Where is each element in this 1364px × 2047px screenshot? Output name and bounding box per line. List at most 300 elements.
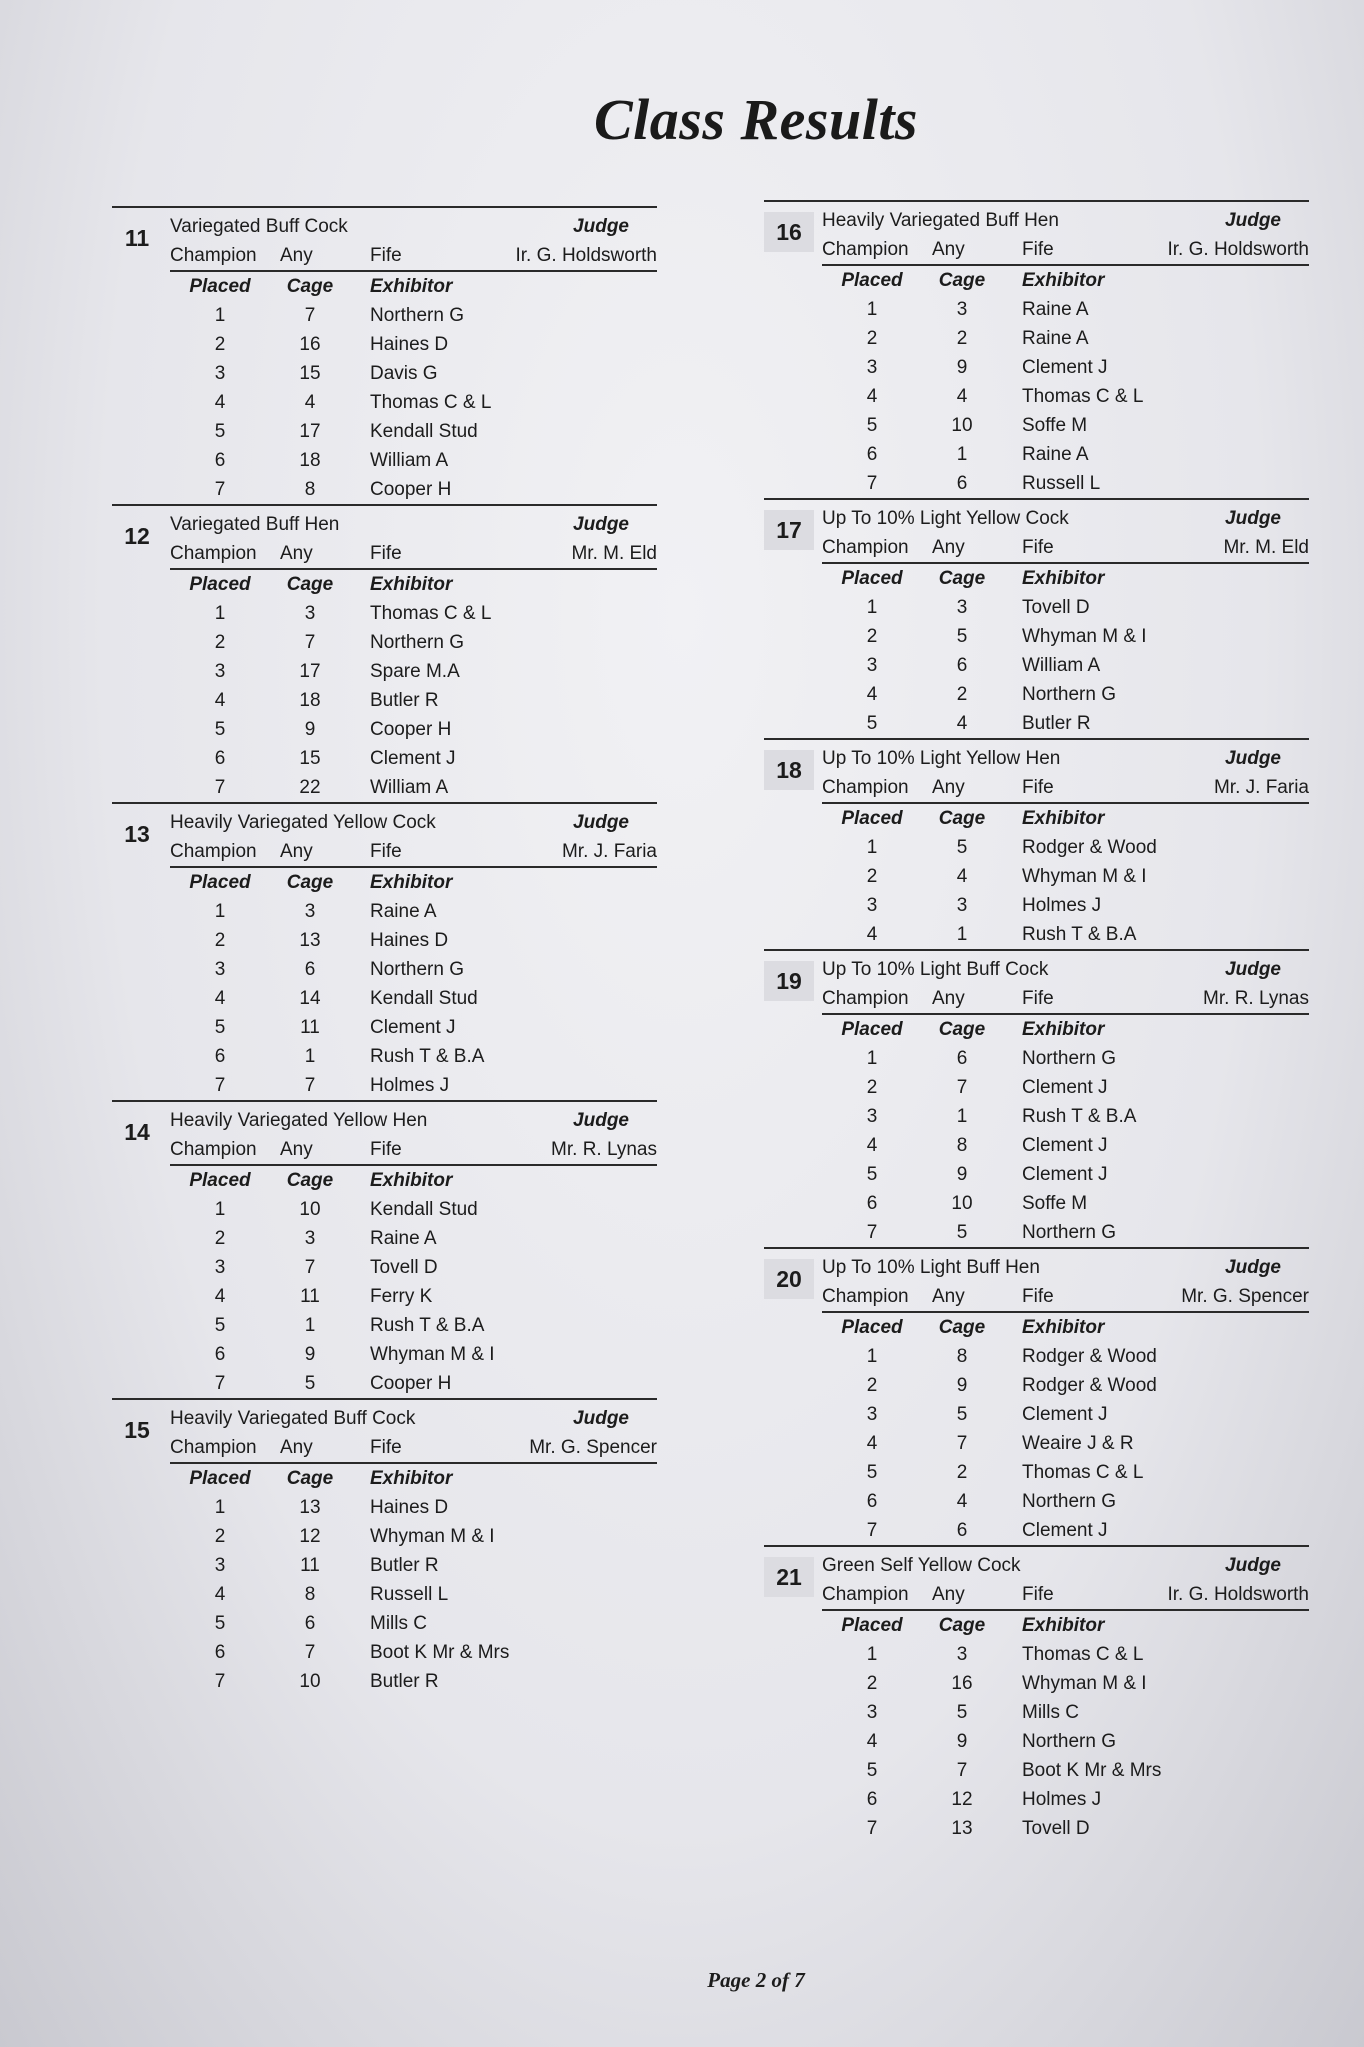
exhibitor-value: Kendall Stud <box>370 1198 478 1220</box>
exhibitor-header: Exhibitor <box>370 1467 453 1489</box>
exhibitor-value: Northern G <box>1022 1047 1116 1069</box>
exhibitor-header: Exhibitor <box>1022 1018 1105 1040</box>
cage-value: 15 <box>299 362 321 384</box>
placed-value: 7 <box>866 472 878 494</box>
placed-value: 3 <box>214 1256 226 1278</box>
exhibitor-value: Russell L <box>370 1583 449 1605</box>
class-name: Up To 10% Light Yellow Hen <box>822 748 1061 769</box>
fife-label: Fife <box>370 841 402 862</box>
exhibitor-value: Boot K Mr & Mrs <box>1022 1759 1162 1781</box>
judge-label: Judge <box>1225 1555 1281 1576</box>
fife-label: Fife <box>1022 777 1054 798</box>
exhibitor-value: Butler R <box>370 1670 439 1692</box>
cage-value: 5 <box>956 625 968 647</box>
result-row <box>764 1371 1309 1400</box>
cage-value: 1 <box>304 1045 316 1067</box>
cage-value: 7 <box>956 1759 968 1781</box>
result-row <box>112 1609 657 1638</box>
placed-value: 6 <box>866 443 878 465</box>
placed-value: 1 <box>866 836 878 858</box>
cage-value: 1 <box>956 923 968 945</box>
exhibitor-value: Raine A <box>370 1227 437 1249</box>
result-row <box>764 1698 1309 1727</box>
exhibitor-value: Clement J <box>1022 356 1108 378</box>
placed-value: 2 <box>214 1525 226 1547</box>
page-footer: Page 2 of 7 <box>707 1968 805 1992</box>
exhibitor-header: Exhibitor <box>370 871 453 893</box>
judge-label: Judge <box>1225 210 1281 231</box>
result-row <box>112 955 657 984</box>
cage-header: Cage <box>286 1467 334 1489</box>
placed-value: 2 <box>214 929 226 951</box>
cage-value: 3 <box>956 894 968 916</box>
class-header <box>764 1249 1309 1283</box>
class-name: Heavily Variegated Yellow Hen <box>170 1110 428 1131</box>
result-row <box>764 680 1309 709</box>
placed-value: 1 <box>214 304 226 326</box>
class-name: Up To 10% Light Yellow Cock <box>822 508 1069 529</box>
exhibitor-value: Thomas C & L <box>1022 385 1144 407</box>
exhibitor-value: Raine A <box>1022 298 1089 320</box>
class-number: 14 <box>124 1118 150 1145</box>
exhibitor-value: Raine A <box>1022 443 1089 465</box>
exhibitor-value: Whyman M & I <box>1022 1672 1147 1694</box>
any-label: Any <box>932 239 965 260</box>
result-row <box>112 1311 657 1340</box>
exhibitor-value: Clement J <box>1022 1519 1108 1541</box>
exhibitor-value: Holmes J <box>1022 894 1102 916</box>
exhibitor-value: Butler R <box>370 689 439 711</box>
any-label: Any <box>280 1139 313 1160</box>
exhibitor-value: Weaire J & R <box>1022 1432 1134 1454</box>
class-name: Up To 10% Light Buff Hen <box>822 1257 1040 1278</box>
exhibitor-value: Clement J <box>370 747 456 769</box>
exhibitor-header: Exhibitor <box>1022 807 1105 829</box>
champion-label: Champion <box>170 245 257 266</box>
cage-value: 6 <box>956 1047 968 1069</box>
exhibitor-value: Rodger & Wood <box>1022 1345 1157 1367</box>
cage-value: 6 <box>956 472 968 494</box>
exhibitor-value: Cooper H <box>370 1372 452 1394</box>
cage-header: Cage <box>938 567 986 589</box>
exhibitor-value: Haines D <box>370 929 449 951</box>
class-number: 17 <box>764 510 814 550</box>
class-header <box>112 506 657 540</box>
result-row <box>112 926 657 955</box>
result-row <box>112 1522 657 1551</box>
result-row <box>764 651 1309 680</box>
cage-value: 2 <box>956 683 968 705</box>
result-row <box>764 891 1309 920</box>
cage-value: 3 <box>304 602 316 624</box>
result-row <box>112 475 657 504</box>
cage-value: 12 <box>299 1525 321 1547</box>
result-row <box>112 1551 657 1580</box>
class-number: 20 <box>764 1259 814 1299</box>
class-number: 15 <box>124 1416 150 1443</box>
placed-value: 4 <box>214 1583 226 1605</box>
cage-value: 3 <box>304 900 316 922</box>
exhibitor-header: Exhibitor <box>370 275 453 297</box>
exhibitor-header: Exhibitor <box>1022 1614 1105 1636</box>
placed-value: 3 <box>214 660 226 682</box>
result-row <box>112 301 657 330</box>
result-row <box>764 709 1309 738</box>
cage-value: 6 <box>304 958 316 980</box>
cage-value: 1 <box>956 1105 968 1127</box>
placed-value: 1 <box>866 1047 878 1069</box>
judge-label: Judge <box>573 812 629 833</box>
exhibitor-value: Clement J <box>1022 1134 1108 1156</box>
cage-value: 4 <box>956 865 968 887</box>
champion-label: Champion <box>822 239 909 260</box>
judge-label: Judge <box>1225 959 1281 980</box>
any-label: Any <box>280 841 313 862</box>
placed-value: 5 <box>866 712 878 734</box>
class-block <box>764 738 1309 949</box>
class-block <box>112 504 657 802</box>
result-row <box>112 417 657 446</box>
class-subheader <box>764 1283 1309 1311</box>
placed-value: 4 <box>866 1134 878 1156</box>
placed-value: 2 <box>866 1076 878 1098</box>
cage-value: 6 <box>956 1519 968 1541</box>
results-header <box>764 1015 1309 1044</box>
class-number: 11 <box>124 224 150 251</box>
class-block <box>112 1100 657 1398</box>
placed-value: 6 <box>866 1490 878 1512</box>
results-header <box>764 1611 1309 1640</box>
placed-value: 2 <box>866 625 878 647</box>
exhibitor-value: Northern G <box>1022 1730 1116 1752</box>
result-row <box>112 628 657 657</box>
exhibitor-value: Russell L <box>1022 472 1101 494</box>
results-header <box>764 1313 1309 1342</box>
result-row <box>764 324 1309 353</box>
results-header <box>112 570 657 599</box>
cage-value: 6 <box>304 1612 316 1634</box>
cage-value: 8 <box>304 1583 316 1605</box>
placed-value: 6 <box>214 1045 226 1067</box>
exhibitor-value: Thomas C & L <box>1022 1643 1144 1665</box>
cage-value: 10 <box>951 1192 973 1214</box>
cage-value: 11 <box>300 1554 320 1576</box>
placed-value: 4 <box>866 923 878 945</box>
champion-label: Champion <box>170 1139 257 1160</box>
fife-label: Fife <box>1022 988 1054 1009</box>
placed-value: 3 <box>866 894 878 916</box>
judge-label: Judge <box>1225 508 1281 529</box>
class-subheader <box>112 1136 657 1164</box>
judge-label: Judge <box>573 514 629 535</box>
result-row <box>112 744 657 773</box>
class-subheader <box>764 1581 1309 1609</box>
exhibitor-value: Rush T & B.A <box>370 1314 485 1336</box>
exhibitor-value: Holmes J <box>370 1074 450 1096</box>
exhibitor-value: Haines D <box>370 1496 449 1518</box>
cage-value: 2 <box>956 327 968 349</box>
cage-value: 16 <box>951 1672 973 1694</box>
exhibitor-value: Northern G <box>1022 683 1116 705</box>
placed-value: 6 <box>214 449 226 471</box>
class-name: Variegated Buff Hen <box>170 514 340 535</box>
champion-label: Champion <box>822 537 909 558</box>
class-number: 18 <box>764 750 814 790</box>
result-row <box>764 1756 1309 1785</box>
cage-value: 17 <box>299 420 321 442</box>
class-header <box>112 804 657 838</box>
cage-value: 9 <box>956 1374 968 1396</box>
fife-label: Fife <box>1022 1286 1054 1307</box>
placed-value: 4 <box>866 1432 878 1454</box>
cage-header: Cage <box>938 1614 986 1636</box>
result-row <box>764 1342 1309 1371</box>
result-row <box>764 1160 1309 1189</box>
exhibitor-value: Northern G <box>1022 1221 1116 1243</box>
fife-label: Fife <box>370 543 402 564</box>
result-row <box>112 897 657 926</box>
cage-value: 13 <box>299 1496 321 1518</box>
exhibitor-value: Kendall Stud <box>370 420 478 442</box>
result-row <box>764 411 1309 440</box>
placed-header: Placed <box>841 807 903 829</box>
result-row <box>112 1013 657 1042</box>
result-row <box>112 1667 657 1696</box>
judge-label: Judge <box>573 1110 629 1131</box>
placed-value: 1 <box>866 1643 878 1665</box>
cage-value: 8 <box>956 1134 968 1156</box>
result-row <box>764 1429 1309 1458</box>
result-row <box>112 359 657 388</box>
judge-label: Judge <box>573 1408 629 1429</box>
placed-value: 2 <box>866 1374 878 1396</box>
cage-header: Cage <box>286 1169 334 1191</box>
result-row <box>764 440 1309 469</box>
placed-value: 3 <box>214 1554 226 1576</box>
cage-value: 10 <box>299 1670 321 1692</box>
placed-value: 1 <box>866 298 878 320</box>
page-title: Class Results <box>594 87 918 152</box>
placed-value: 4 <box>214 987 226 1009</box>
exhibitor-value: Mills C <box>1022 1701 1079 1723</box>
class-header <box>764 740 1309 774</box>
placed-value: 6 <box>214 1343 226 1365</box>
placed-value: 1 <box>866 1345 878 1367</box>
placed-value: 3 <box>214 958 226 980</box>
class-header <box>764 1547 1309 1581</box>
result-row <box>112 773 657 802</box>
cage-value: 14 <box>299 987 321 1009</box>
class-name: Heavily Variegated Yellow Cock <box>170 812 436 833</box>
cage-value: 9 <box>956 1730 968 1752</box>
cage-value: 1 <box>956 443 968 465</box>
any-label: Any <box>280 245 313 266</box>
results-header <box>112 868 657 897</box>
cage-value: 18 <box>299 449 321 471</box>
class-subheader <box>112 242 657 270</box>
class-number: 19 <box>764 961 814 1001</box>
cage-value: 9 <box>304 1343 316 1365</box>
cage-header: Cage <box>938 1018 986 1040</box>
result-row <box>112 1638 657 1667</box>
result-row <box>764 1102 1309 1131</box>
cage-header: Cage <box>286 871 334 893</box>
class-block <box>764 498 1309 738</box>
placed-value: 1 <box>214 1496 226 1518</box>
exhibitor-value: Clement J <box>1022 1163 1108 1185</box>
result-row <box>112 1224 657 1253</box>
cage-value: 16 <box>299 333 321 355</box>
fife-label: Fife <box>1022 537 1054 558</box>
judge-name: Mr. G. Spencer <box>1181 1286 1309 1307</box>
placed-value: 4 <box>866 683 878 705</box>
any-label: Any <box>280 543 313 564</box>
result-row <box>112 984 657 1013</box>
champion-label: Champion <box>822 988 909 1009</box>
cage-header: Cage <box>286 275 334 297</box>
result-row <box>112 1042 657 1071</box>
judge-name: Mr. J. Faria <box>1213 777 1309 798</box>
class-number: 21 <box>764 1557 814 1597</box>
cage-value: 3 <box>956 1643 968 1665</box>
placed-value: 4 <box>866 1730 878 1752</box>
placed-value: 2 <box>866 327 878 349</box>
exhibitor-header: Exhibitor <box>1022 269 1105 291</box>
class-subheader <box>764 236 1309 264</box>
exhibitor-value: Cooper H <box>370 478 452 500</box>
cage-value: 7 <box>304 631 316 653</box>
result-row <box>112 1253 657 1282</box>
cage-header: Cage <box>938 1316 986 1338</box>
cage-value: 6 <box>956 654 968 676</box>
result-row <box>112 1071 657 1100</box>
cage-value: 10 <box>299 1198 321 1220</box>
exhibitor-value: Cooper H <box>370 718 452 740</box>
any-label: Any <box>932 537 965 558</box>
placed-header: Placed <box>841 1018 903 1040</box>
result-row <box>112 388 657 417</box>
results-header <box>112 1166 657 1195</box>
left-column <box>112 206 657 1696</box>
result-row <box>764 1400 1309 1429</box>
class-block <box>764 949 1309 1247</box>
results-header <box>112 1464 657 1493</box>
cage-value: 4 <box>956 1490 968 1512</box>
exhibitor-value: Whyman M & I <box>370 1525 495 1547</box>
champion-label: Champion <box>822 1286 909 1307</box>
cage-value: 7 <box>956 1076 968 1098</box>
cage-value: 3 <box>956 596 968 618</box>
judge-name: Ir. G. Holdsworth <box>515 245 657 266</box>
placed-value: 2 <box>866 865 878 887</box>
exhibitor-header: Exhibitor <box>370 1169 453 1191</box>
results-header <box>764 564 1309 593</box>
class-header <box>764 202 1309 236</box>
cage-value: 4 <box>304 391 316 413</box>
exhibitor-header: Exhibitor <box>1022 1316 1105 1338</box>
result-row <box>112 1282 657 1311</box>
exhibitor-header: Exhibitor <box>1022 567 1105 589</box>
judge-name: Mr. R. Lynas <box>551 1139 657 1160</box>
result-row <box>112 1369 657 1398</box>
result-row <box>112 1493 657 1522</box>
class-block <box>112 1398 657 1696</box>
exhibitor-value: Kendall Stud <box>370 987 478 1009</box>
cage-value: 5 <box>956 836 968 858</box>
exhibitor-value: Butler R <box>370 1554 439 1576</box>
placed-value: 1 <box>214 602 226 624</box>
exhibitor-value: Raine A <box>370 900 437 922</box>
result-row <box>764 1727 1309 1756</box>
exhibitor-value: William A <box>370 449 449 471</box>
class-block <box>112 206 657 504</box>
judge-name: Ir. G. Holdsworth <box>1167 1584 1309 1605</box>
placed-value: 5 <box>214 1612 226 1634</box>
judge-label: Judge <box>1225 748 1281 769</box>
fife-label: Fife <box>370 1139 402 1160</box>
fife-label: Fife <box>1022 1584 1054 1605</box>
cage-value: 11 <box>300 1016 320 1038</box>
exhibitor-value: Clement J <box>1022 1403 1108 1425</box>
result-row <box>764 920 1309 949</box>
placed-value: 2 <box>214 631 226 653</box>
cage-value: 8 <box>304 478 316 500</box>
exhibitor-value: Northern G <box>370 958 464 980</box>
placed-value: 5 <box>866 1759 878 1781</box>
judge-label: Judge <box>1225 1257 1281 1278</box>
cage-header: Cage <box>938 807 986 829</box>
result-row <box>112 657 657 686</box>
placed-value: 5 <box>214 1016 226 1038</box>
fife-label: Fife <box>370 1437 402 1458</box>
exhibitor-value: Whyman M & I <box>1022 625 1147 647</box>
cage-value: 15 <box>299 747 321 769</box>
class-block <box>112 802 657 1100</box>
judge-name: Mr. G. Spencer <box>529 1437 657 1458</box>
placed-value: 5 <box>866 1163 878 1185</box>
placed-value: 1 <box>214 1198 226 1220</box>
judge-label: Judge <box>573 216 629 237</box>
class-number: 13 <box>124 820 150 847</box>
class-subheader <box>112 540 657 568</box>
fife-label: Fife <box>370 245 402 266</box>
exhibitor-value: Soffe M <box>1022 1192 1088 1214</box>
placed-value: 1 <box>214 900 226 922</box>
result-row <box>112 1580 657 1609</box>
cage-value: 9 <box>304 718 316 740</box>
cage-value: 1 <box>304 1314 316 1336</box>
placed-value: 4 <box>214 1285 226 1307</box>
cage-value: 4 <box>956 712 968 734</box>
exhibitor-value: Rodger & Wood <box>1022 1374 1157 1396</box>
exhibitor-value: Rush T & B.A <box>370 1045 485 1067</box>
cage-value: 22 <box>299 776 321 798</box>
class-subheader <box>764 774 1309 802</box>
placed-header: Placed <box>189 275 251 297</box>
exhibitor-value: Northern G <box>370 631 464 653</box>
exhibitor-value: Thomas C & L <box>370 391 492 413</box>
result-row <box>764 1044 1309 1073</box>
cage-value: 7 <box>304 1256 316 1278</box>
placed-value: 1 <box>866 596 878 618</box>
cage-value: 5 <box>304 1372 316 1394</box>
cage-value: 5 <box>956 1221 968 1243</box>
result-row <box>764 1814 1309 1843</box>
results-header <box>112 272 657 301</box>
cage-value: 7 <box>304 1641 316 1663</box>
class-name: Heavily Variegated Buff Cock <box>170 1408 416 1429</box>
cage-value: 9 <box>956 1163 968 1185</box>
